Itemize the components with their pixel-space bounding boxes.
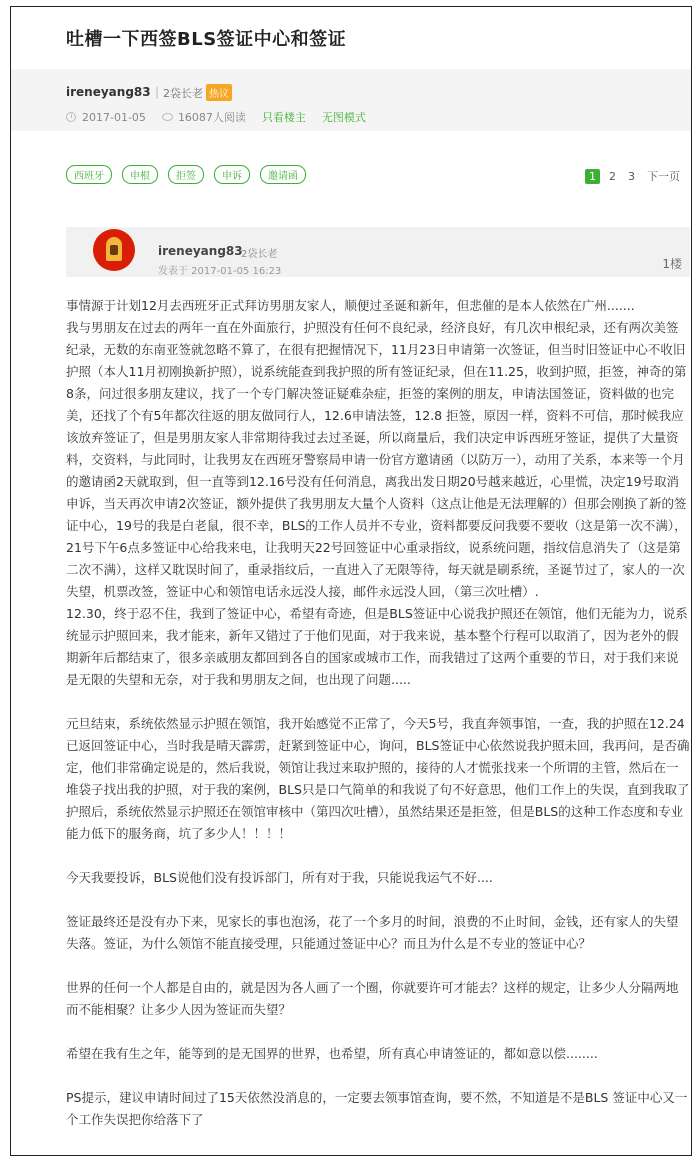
paragraph: 事情源于计划12月去西班牙正式拜访男朋友家人，顺便过圣诞和新年，但悲催的是本人依然在广州....... <box>66 298 635 313</box>
clock-icon <box>66 112 76 122</box>
page-link[interactable]: 3 <box>628 169 635 183</box>
paragraph: 希望在我有生之年，能等到的是无国界的世界，也希望，所有真心申请签证的，都如意以偿........ <box>66 1046 598 1061</box>
next-page-link[interactable]: 下一页 <box>647 170 680 183</box>
eye-icon <box>162 113 173 121</box>
floor-number: 1楼 <box>662 257 682 271</box>
post-header <box>66 227 690 277</box>
tag-item[interactable]: 西班牙 <box>66 165 112 184</box>
page-current[interactable]: 1 <box>585 169 600 184</box>
post-author-name[interactable]: ireneyang83 <box>158 244 243 258</box>
meta-separator: | <box>155 85 160 99</box>
paragraph: 签证最终还是没有办下来，见家长的事也泡汤，花了一个多月的时间，浪费的不止时间，金钱，还有家人的失望失落。签证，为什么领馆不能直接受理，只能通过签证中心？而且为什么是不专业的签证中心？ <box>66 914 679 951</box>
post-author-level: 2袋长老 <box>241 249 278 260</box>
no-image-mode-link[interactable]: 无图模式 <box>321 111 366 124</box>
tag-list <box>66 165 306 184</box>
hot-badge: 热议 <box>206 84 232 101</box>
paragraph: PS提示，建议申请时间过了15天依然没消息的，一定要去领事馆查询，要不然，不知道是不是BLS 签证中心又一个工作失误把你给落下了 <box>66 1090 688 1127</box>
page-frame <box>10 6 692 1156</box>
paragraph: 元旦结束，系统依然显示护照在领馆，我开始感觉不正常了，今天5号，我直奔领事馆，一查，我的护照在12.24已返回签证中心，当时我是晴天霹雳，赶紧到签证中心，询问，BLS签证中心依然说我护照未回，我再问，是否确定，他们非常确定说是的，然后我说，领馆让我过来取护照的，接待的人才慌张找来一个所谓的主管，然后在一堆袋子找出我的护照，对于我的案例，BLS只是口气简单的和我说了句不好意思，他们工作上的失误，直到我取了护照后，系统依然显示护照还在领馆审核中（第四次吐槽），虽然结果还是拒签，但是BLS的这种工作态度和专业能力低下的服务商，坑了多少人！！！！ <box>66 716 690 841</box>
page-link[interactable]: 2 <box>609 169 616 183</box>
only-author-link[interactable]: 只看楼主 <box>261 111 306 124</box>
post-date: 2017-01-05 <box>82 110 146 124</box>
post-time: 发表于 2017-01-05 16:23 <box>158 266 282 277</box>
pagination <box>585 167 683 185</box>
page-title: 吐槽一下西签BLS签证中心和签证 <box>66 29 347 50</box>
post-content <box>66 295 690 1131</box>
avatar-visor-icon <box>110 245 118 255</box>
view-count: 16087人阅读 <box>177 111 246 124</box>
paragraph: 今天我要投诉，BLS说他们没有投诉部门，所有对于我，只能说我运气不好.... <box>66 870 493 885</box>
paragraph: 我与男朋友在过去的两年一直在外面旅行，护照没有任何不良纪录，经济良好，有几次申根纪录，还有两次美签纪录，无数的东南亚签就忽略不算了，在很有把握情况下，11月23日申请第一次签证，但当时旧签证中心不收旧护照（本人11月初刚换新护照），说系统能查到我护照的所有签证纪录，但在11.25，收到护照，拒签，神奇的第8条，问过很多朋友建议，找了一个专门解决签证疑难杂症，拒签的案例的朋友，申请法国签证，资料做的也完美，还找了个有5年都次往返的朋友做同行人，12.6申请法签，12.8 拒签，原因一样，资料不可信，那时候我应该放弃签证了，但是男朋友家人非常期待我过去过圣诞，所以商量后，我们决定申诉西班牙签证，提供了大量资料，交资料，与此同时，让我男友在西班牙警察局申请一份官方邀请函（以防万一），动用了关系，本来等一个月的邀请函2天就取到，但一直等到12.16号没有任何消息，离我出发日期20号越来越近，心里慌，决定19号取消申诉，当天再次申请2次签证，额外提供了我男朋友大量个人资料（这点让他是无法理解的）但那会刚换了新的签证中心，19号的我是白老鼠，很不幸，BLS的工作人员并不专业，资料都要反问我要不要收（这是第一次不满），21号下午6点多签证中心给我来电，让我明天22号回签证中心重录指纹，说系统问题，指纹信息消失了（这是第二次不满），这样又耽误时间了，重录指纹后，一直进入了无限等待，每天就是刷系统，圣诞节过了，家人的一次失望，机票改签，签证中心和领馆电话永远没人接，邮件永远没人回，（第三次吐槽）. <box>66 320 687 599</box>
avatar[interactable] <box>93 229 135 271</box>
author-name[interactable]: ireneyang83 <box>66 85 151 99</box>
tag-item[interactable]: 拒签 <box>168 165 204 184</box>
tag-item[interactable]: 邀请函 <box>260 165 306 184</box>
post-meta-bar <box>11 69 691 131</box>
meta-info-row <box>66 109 366 125</box>
tag-item[interactable]: 申根 <box>122 165 158 184</box>
author-level: 2袋长老 <box>163 87 203 100</box>
paragraph: 世界的任何一个人都是自由的，就是因为各人画了一个圈，你就要许可才能去？这样的规定，让多少人分隔两地而不能相聚？让多少人因为签证而失望？ <box>66 980 679 1017</box>
tag-item[interactable]: 申诉 <box>214 165 250 184</box>
paragraph: 12.30，终于忍不住，我到了签证中心，希望有奇迹，但是BLS签证中心说我护照还在领馆，他们无能为力，说系统显示护照回来，我才能来，新年又错过了于他们见面，对于我来说，基本整个行程可以取消了，因为老外的假期新年后都结束了，很多亲戚朋友都回到各自的国家或城市工作，而我错过了这两个重要的节日，对于我们来说是无限的失望和无奈，对于我和男朋友之间，也出现了问题..... <box>66 606 688 687</box>
